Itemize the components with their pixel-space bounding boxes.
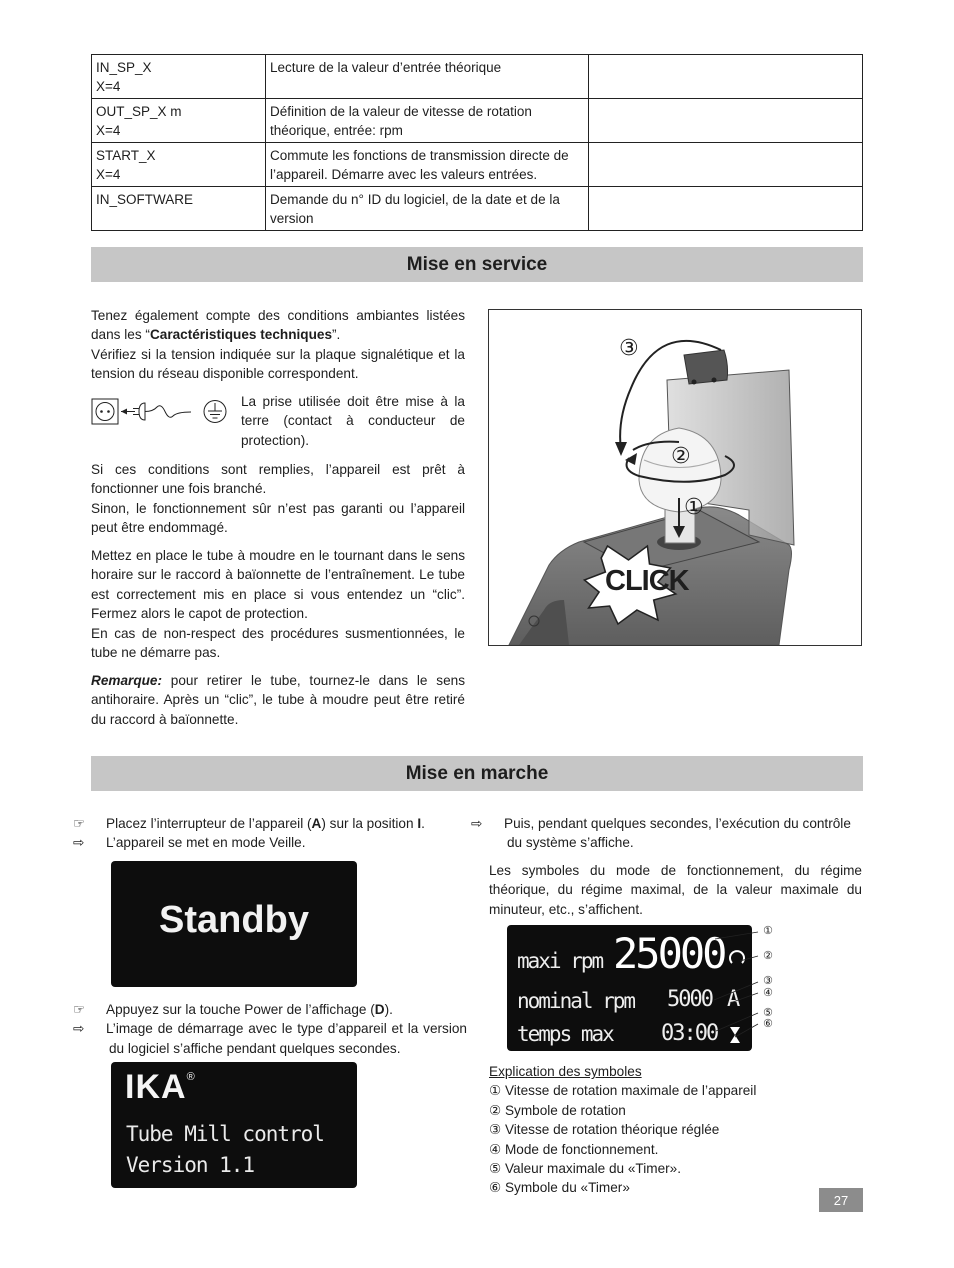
conditions-text: Si ces conditions sont remplies, l’appareil est prêt à fonctionner une fois branché.: [91, 462, 465, 497]
callout-6: ⑥: [763, 1018, 773, 1030]
registered-mark: ®: [186, 1071, 196, 1083]
callout-lines: [700, 925, 770, 1055]
legend-item: [489, 1140, 862, 1159]
section-title-mise-en-marche: Mise en marche: [91, 756, 863, 791]
remark-paragraph: [91, 671, 465, 729]
max-time-value: 03:00: [661, 1021, 718, 1046]
command-param: X=4: [96, 123, 121, 138]
voltage-check-text: Vérifiez si la tension indiquée sur la plaque signalétique et la tension du réseau disponible correspondent.: [91, 346, 465, 382]
position-ref-i: I: [417, 816, 422, 831]
result-arrow-icon: ⇨: [471, 816, 483, 831]
warning-text: Sinon, le fonctionnement sûr n’est pas garanti ou l’appareil peut être endommagé.: [91, 500, 465, 536]
remark-text: pour retirer le tube, tournez-le dans le sens antihoraire. Après un “clic”, le tube à moudre peut être retiré du raccord à baïonnette.: [91, 673, 465, 727]
step2-block: [73, 1000, 467, 1058]
command-cell: [92, 55, 266, 99]
hand-pointer-icon: ☞: [73, 1002, 86, 1017]
version-text: Version 1.1: [126, 1153, 255, 1177]
intro-text: Tenez également compte des conditions ambiantes listées dans les “: [91, 308, 465, 343]
plug-icon: [91, 398, 231, 426]
result-arrow-icon: ⇨: [73, 835, 85, 851]
callout-2: ②: [763, 950, 773, 962]
result3-text: Puis, pendant quelques secondes, l’exécution du contrôle du système s’affiche.: [504, 816, 851, 851]
step1-block: [73, 814, 467, 853]
legend-number: ③: [489, 1122, 502, 1138]
remark-label: Remarque:: [91, 673, 163, 688]
legend-text: Symbole de rotation: [504, 1102, 626, 1118]
note-cell: [589, 187, 863, 231]
tube-insert-text: Mettez en place le tube à moudre en le tournant dans le sens horaire sur le raccord à baïonnette de l’entraînement. Le tube est correctement mis en place si vous entendez un “clic”. Fermez alors le capot de protection.: [91, 548, 465, 622]
legend-number: ②: [489, 1102, 502, 1118]
symbols-paragraph: Les symboles du mode de fonctionnement, du régime théorique, du régime maximal, de la valeur maximale du minuteur, etc., s’affichent.: [489, 863, 862, 917]
command-cell: [92, 143, 266, 187]
conditions-paragraph: [91, 460, 465, 538]
max-rpm-value: 25000: [613, 929, 725, 978]
legend-text: Mode de fonctionnement.: [504, 1141, 659, 1157]
tube-failure-text: En cas de non-respect des procédures susmentionnées, le tube ne démarre pas.: [91, 625, 465, 661]
description-cell: Lecture de la valeur d’entrée théorique: [266, 55, 589, 99]
legend-item: [489, 1120, 862, 1139]
system-check-block: [471, 814, 862, 853]
max-rpm-label: maxi rpm: [517, 949, 603, 973]
operating-mode: A: [727, 987, 741, 1012]
intro-text-end: ”.: [332, 327, 341, 343]
legend-text: Vitesse de rotation théorique réglée: [504, 1122, 720, 1138]
result2-text: L’image de démarrage avec le type d’appareil et la version du logiciel s’affiche pendant quelques secondes.: [106, 1021, 467, 1056]
page-number: 27: [819, 1188, 863, 1212]
step-2-number: ②: [671, 443, 691, 468]
step-3-number: ③: [619, 335, 639, 360]
step1-text-mid: ) sur la position: [321, 816, 418, 831]
standby-display: [111, 861, 357, 987]
legend-number: ⑤: [489, 1161, 502, 1177]
tube-mill-figure: [488, 309, 862, 646]
intro-paragraph: [91, 306, 465, 384]
step2-text: Appuyez sur la touche Power de l’affichage (: [106, 1002, 375, 1017]
note-cell: [589, 143, 863, 187]
ika-logo: [125, 1068, 196, 1107]
command-name: IN_SP_X: [96, 60, 152, 75]
command-name: IN_SOFTWARE: [96, 192, 194, 207]
command-table: [91, 54, 863, 231]
max-time-label: temps max: [517, 1022, 613, 1046]
hand-pointer-icon: ☞: [73, 816, 86, 831]
command-name: START_X: [96, 148, 156, 163]
nominal-rpm-value: 5000: [667, 987, 712, 1012]
callout-4: ④: [763, 987, 773, 999]
command-param: X=4: [96, 79, 121, 94]
step1-text: Placez l’interrupteur de l’appareil (: [106, 816, 312, 831]
ika-logo-text: IKA: [125, 1068, 187, 1106]
callout-5: ⑤: [763, 1007, 773, 1019]
command-cell: [92, 99, 266, 143]
legend-item: [489, 1159, 862, 1178]
nominal-rpm-label: nominal rpm: [517, 989, 635, 1013]
legend-number: ①: [489, 1083, 502, 1099]
step2-text-end: ).: [384, 1002, 393, 1017]
device-type-text: Tube Mill control: [126, 1122, 324, 1146]
legend-title: Explication des symboles: [489, 1064, 642, 1079]
callout-numbers: [763, 925, 773, 1030]
table-row: [92, 55, 863, 99]
display-ref-d: D: [374, 1002, 385, 1017]
description-cell: Commute les fonctions de transmission directe de l’appareil. Démarre avec les valeurs entrées.: [266, 143, 589, 187]
callout-3: ③: [763, 975, 773, 987]
symbol-legend: [489, 1062, 862, 1198]
table-row: [92, 187, 863, 231]
result-arrow-icon: ⇨: [73, 1021, 85, 1037]
tube-paragraph: [91, 546, 465, 662]
description-cell: Demande du n° ID du logiciel, de la date et de la version: [266, 187, 589, 231]
step1-text-end: .: [421, 816, 425, 831]
legend-item: [489, 1101, 862, 1120]
legend-text: Valeur maximale du «Timer».: [504, 1161, 681, 1177]
earth-note: La prise utilisée doit être mise à la terre (contact à conducteur de protection).: [241, 394, 465, 448]
legend-item: [489, 1081, 862, 1100]
legend-number: ④: [489, 1141, 502, 1157]
technical-specs-ref: Caractéristiques techniques: [149, 327, 333, 343]
switch-ref-a: A: [311, 816, 322, 831]
result1-text: L’appareil se met en mode Veille.: [106, 835, 306, 851]
grounding-symbols: [91, 398, 231, 426]
standby-text: Standby: [159, 899, 309, 941]
legend-item: [489, 1178, 862, 1197]
legend-text: Symbole du «Timer»: [504, 1180, 630, 1196]
section-title-mise-en-service: Mise en service: [91, 247, 863, 282]
legend-number: ⑥: [489, 1180, 502, 1196]
ika-startup-display: [111, 1062, 357, 1188]
command-name: OUT_SP_X m: [96, 104, 182, 119]
click-label: CLICK: [605, 565, 689, 597]
table-row: [92, 143, 863, 187]
legend-text: Vitesse de rotation maximale de l’appareil: [504, 1083, 757, 1099]
step-1-number: ①: [684, 494, 704, 519]
note-cell: [589, 55, 863, 99]
command-cell: [92, 187, 266, 231]
table-row: [92, 99, 863, 143]
callout-1: ①: [763, 925, 773, 937]
description-cell: Définition de la valeur de vitesse de rotation théorique, entrée: rpm: [266, 99, 589, 143]
note-cell: [589, 99, 863, 143]
command-param: X=4: [96, 167, 121, 182]
